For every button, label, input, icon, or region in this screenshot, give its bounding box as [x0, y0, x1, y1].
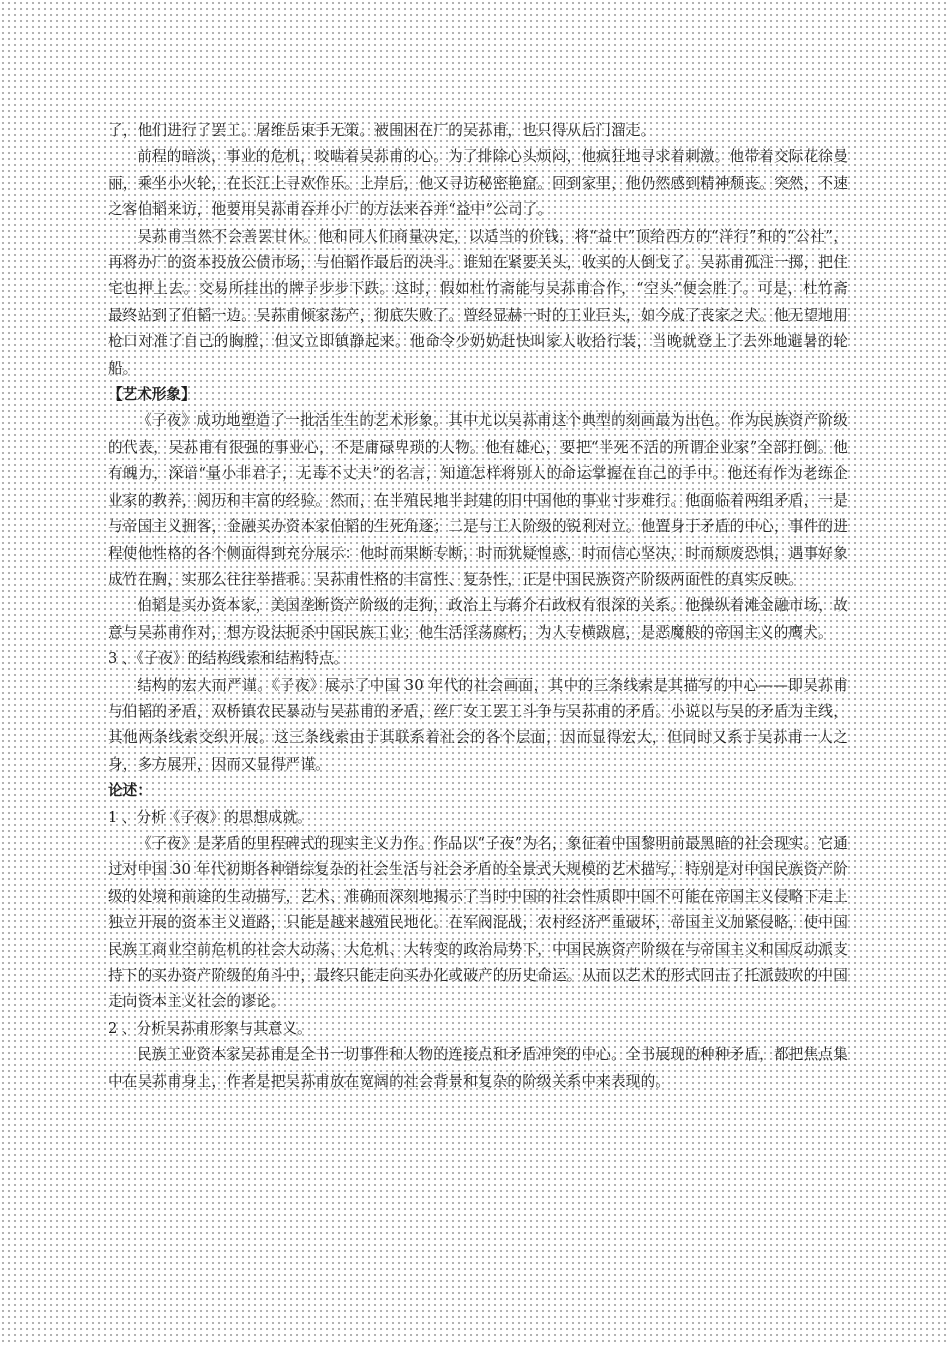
numbered-item-1: 1 、分析《子夜》的思想成就。: [108, 808, 312, 826]
numbered-item-3: 3 、《子夜》的结构线索和结构特点。: [108, 650, 349, 668]
paragraph-botao-image: 伯韬是买办资本家，美国垄断资产阶级的走狗，政治上与蒋介石政权有很深的关系。他操纵着滩金融市场，故意与吴荪甫作对，想方设法扼杀中国民族工业；他生活淫荡腐朽，为人专横跋扈，是恶魔般的帝国主义的鹰犬。: [108, 597, 848, 641]
paragraph-strike-ending: 了，他们进行了罢工。屠维岳束手无策。被围困在厂的吴荪甫，也只得从后门溜走。: [108, 122, 656, 139]
numbered-item-2: 2 、分析吴荪甫形象与其意义。: [108, 1019, 312, 1037]
section-heading-artistic-image: 【艺术形象】: [108, 386, 196, 404]
paragraph-structure: 结构的宏大而严谨。《子夜》展示了中国 30 年代的社会画面，其中的三条线索是其描写的中心——即吴荪甫与伯韬的矛盾，双桥镇农民暴动与吴荪甫的矛盾，丝厂女工罢工斗争与吴荪甫的矛盾。小说以与吴的矛盾为主线，其他两条线索交织开展。这三条线索由于其联系着社会的各个层面，因而显得宏大，但同时又系于吴荪甫一人之身，多方展开，因而又显得严谨。: [108, 676, 848, 773]
section-heading-discussion: 论述：: [108, 782, 152, 800]
paragraph-ideological-achievement: 《子夜》是茅盾的里程碑式的现实主义力作。作品以“子夜”为名，象征着中国黎明前最黑暗的社会现实。它通过对中国 30 年代初期各种错综复杂的社会生活与社会矛盾的全景式大规模的艺术描写，特别是对中国民族资产阶级的处境和前途的生动描写，艺术、准确而深刻地揭示了当时中国的社会性质即中国不可能在帝国主义侵略下走上独立开展的资本主义道路，只能是越来越殖民地化。在军阀混战，农村经济严重破坏，帝国主义加紧侵略，使中国民族工商业空前危机的社会大动荡、大危机、大转变的政治局势下，中国民族资产阶级在与帝国主义和国反动派支持下的买办资产阶级的角斗中，最终只能走向买办化或破产的历史命运。从而以艺术的形式回击了托派鼓吹的中国走向资本主义社会的谬论。: [108, 834, 848, 1011]
paragraph-wu-sunfu-image: 《子夜》成功地塑造了一批活生生的艺术形象。其中尤以吴荪甫这个典型的刻画最为出色。作为民族资产阶级的代表，吴荪甫有很强的事业心，不是庸碌卑琐的人物。他有雄心，要把“半死不活的所谓企业家”全部打倒。他有魄力，深谙“量小非君子，无毒不丈夫”的名言，知道怎样将别人的命运掌握在自己的手中。他还有作为老练企业家的教养，阅历和丰富的经验。然而，在半殖民地半封建的旧中国他的事业寸步难行。他面临着两组矛盾，一是与帝国主义拥客，金融买办资本家伯韬的生死角逐；二是与工人阶级的锐利对立。他置身于矛盾的中心，事件的进程使他性格的各个侧面得到充分展示：他时而果断专断，时而犹疑惶惑，时而信心坚决，时而颓废恐惧，遇事好象成竹在胸，实那么往往举措乖。吴荪甫性格的丰富性、复杂性，正是中国民族资产阶级两面性的真实反映。: [108, 412, 848, 588]
document-page: [108, 118, 848, 1095]
paragraph-wu-sunfu-significance: 民族工业资本家吴荪甫是全书一切事件和人物的连接点和矛盾冲突的中心。全书展现的种种矛盾，都把焦点集中在吴荪甫身上，作者是把吴荪甫放在宽阔的社会背景和复杂的阶级关系中来表现的。: [108, 1046, 848, 1090]
paragraph-final-duel: 吴荪甫当然不会善罢甘休。他和同人们商量决定，以适当的价钱，将“益中”顶给西方的“洋行”和的“公社”，再将办厂的资本投放公债市场，与伯韬作最后的决斗。谁知在紧要关头，收买的人倒戈了。吴荪甫孤注一掷，把住宅也押上去。交易所挂出的牌子步步下跌。这时，假如杜竹斋能与吴荪甫合作，“空头”便会胜了。可是，杜竹斋最终站到了伯韬一边。吴荪甫倾家荡产，彻底失败了。曾经显赫一时的工业巨头，如今成了丧家之犬。他无望地用枪口对准了自己的胸膛，但又立即镇静起来。他命令少奶奶赶快叫家人收拾行装，当晚就登上了去外地避暑的轮船。: [108, 227, 848, 377]
paragraph-crisis: 前程的暗淡，事业的危机，咬啮着吴荪甫的心。为了排除心头烦闷，他疯狂地寻求着刺激。他带着交际花徐曼丽，乘坐小火轮，在长江上寻欢作乐。上岸后，他又寻访秘密艳窟。回到家里，他仍然感到精神颓丧。突然，不速之客伯韬来访，他要用吴荪甫吞并小厂的方法来吞并“益中”公司了。: [108, 148, 848, 219]
